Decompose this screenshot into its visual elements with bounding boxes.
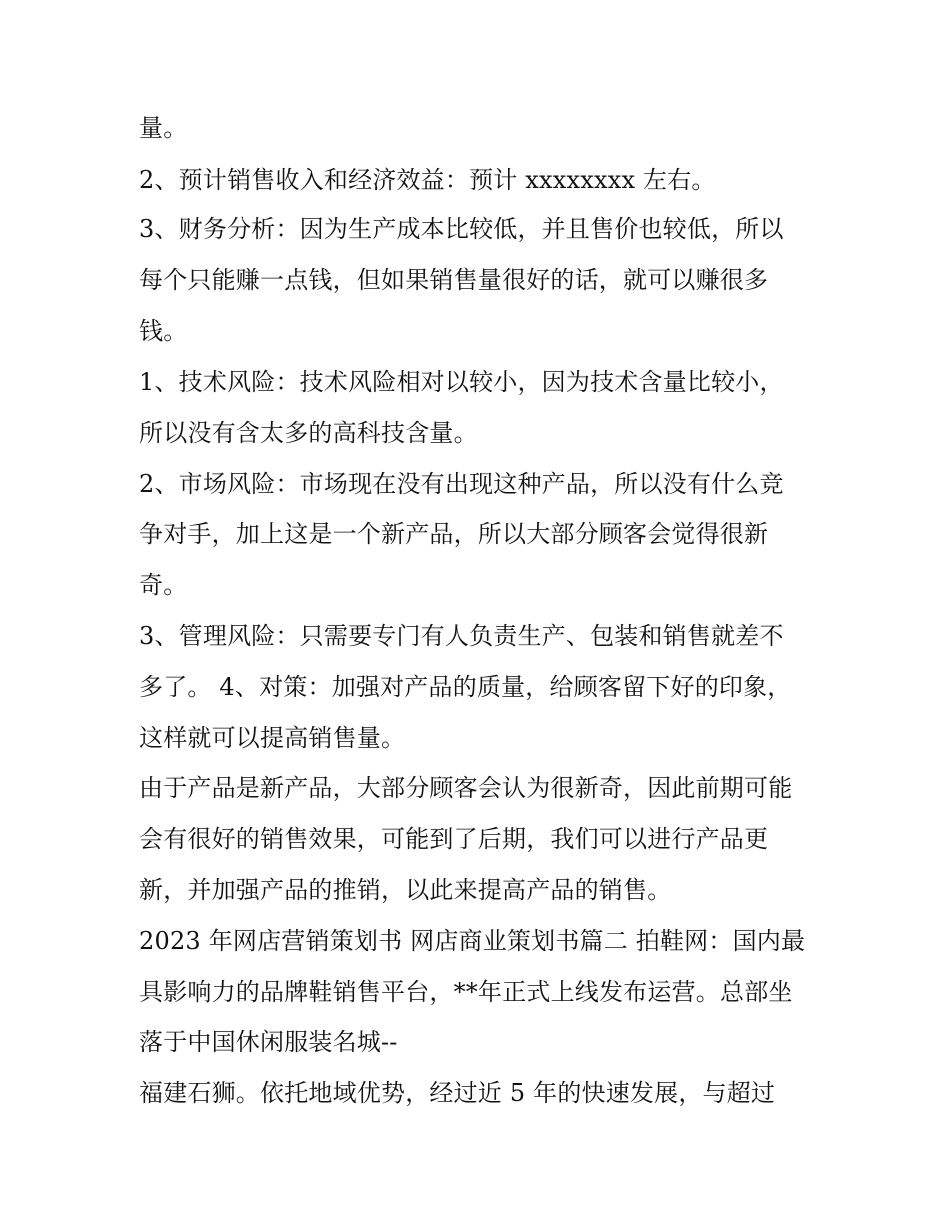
text-line: 每个只能赚一点钱，但如果销售量很好的话，就可以赚很多: [139, 266, 769, 294]
text-line: 3、管理风险：只需要专门有人负责生产、包装和销售就差不: [139, 622, 784, 650]
text-line: 1、技术风险：技术风险相对以较小，因为技术含量比较小，: [139, 368, 784, 396]
text-line: 3、财务分析：因为生产成本比较低，并且售价也较低，所以: [139, 215, 784, 243]
text-line: 多了。 4、对策：加强对产品的质量，给顾客留下好的印象，: [139, 673, 792, 701]
text-line: 量。: [139, 114, 188, 142]
text-line: 新，并加强产品的推销，以此来提高产品的销售。: [139, 876, 672, 904]
text-line: 落于中国休闲服装名城--: [139, 1028, 398, 1056]
text-line: 由于产品是新产品，大部分顾客会认为很新奇，因此前期可能: [139, 774, 793, 802]
text-line: 这样就可以提高销售量。: [139, 724, 406, 752]
text-line: 2、市场风险：市场现在没有出现这种产品，所以没有什么竞: [139, 470, 784, 498]
text-line: 具影响力的品牌鞋销售平台，**年正式上线发布运营。总部坐: [139, 978, 793, 1006]
text-line: 福建石狮。依托地域优势，经过近 5 年的快速发展，与超过: [139, 1079, 776, 1107]
text-line: 2023 年网店营销策划书 网店商业策划书篇二 拍鞋网：国内最: [139, 927, 806, 955]
text-line: 奇。: [139, 571, 188, 599]
text-line: 2、预计销售收入和经济效益：预计 xxxxxxxx 左右。: [139, 166, 716, 194]
text-line: 会有很好的销售效果，可能到了后期，我们可以进行产品更: [139, 825, 769, 853]
text-line: 钱。: [139, 317, 188, 345]
text-line: 所以没有含太多的高科技含量。: [139, 419, 478, 447]
text-line: 争对手，加上这是一个新产品，所以大部分顾客会觉得很新: [139, 520, 769, 548]
